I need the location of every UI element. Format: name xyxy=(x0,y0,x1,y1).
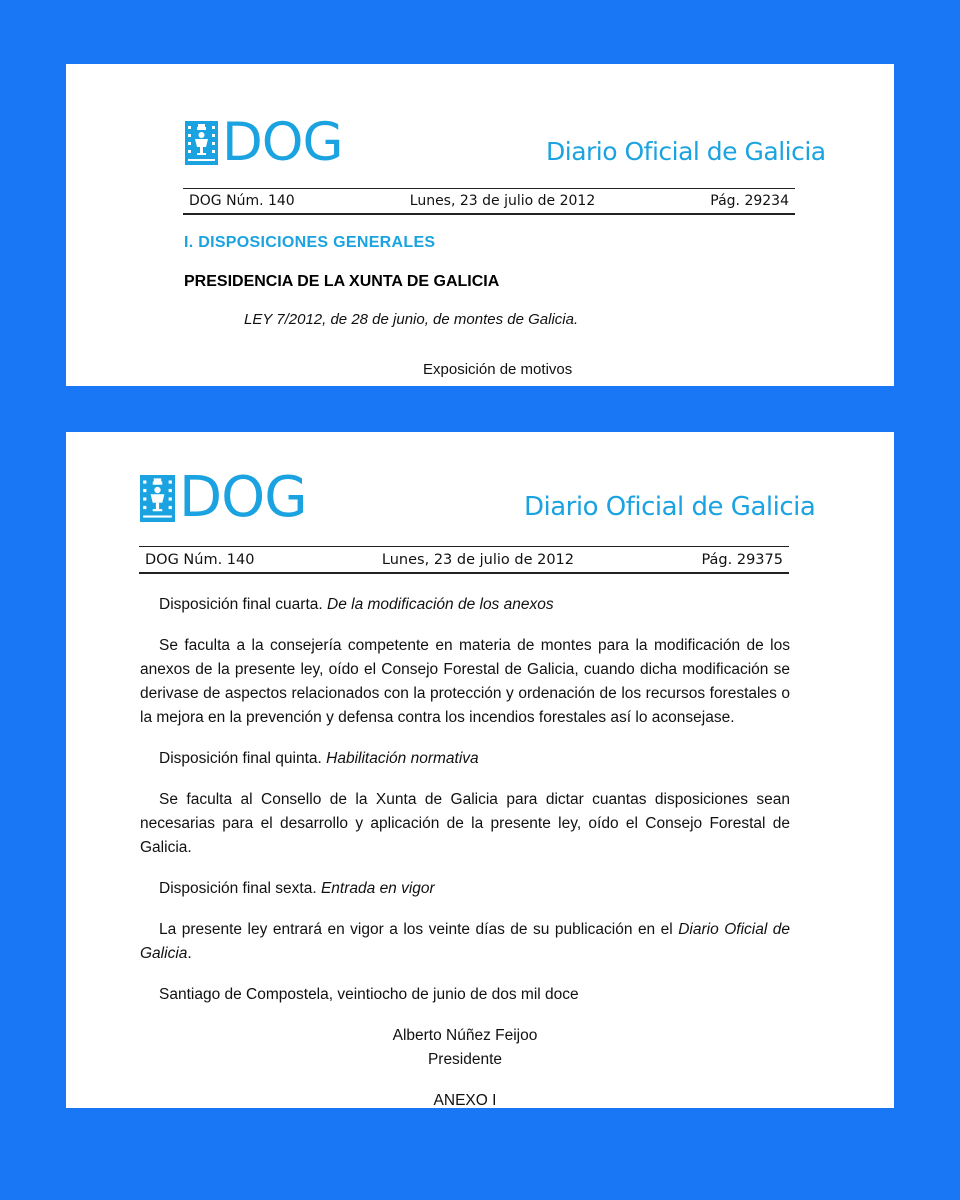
doc-number: DOG Núm. 140 xyxy=(145,551,255,568)
signatory-name: Alberto Núñez Feijoo xyxy=(392,1027,538,1044)
annex-heading: ANEXO I xyxy=(433,1092,497,1108)
logo-text: DOG xyxy=(179,465,307,530)
galicia-emblem-icon xyxy=(185,121,218,165)
journal-title: Diario Oficial de Galicia xyxy=(546,137,826,166)
signatory-role: Presidente xyxy=(427,1051,503,1068)
publication-date: Lunes, 23 de julio de 2012 xyxy=(409,193,596,209)
publication-date: Lunes, 23 de julio de 2012 xyxy=(381,551,575,568)
page-header-bar xyxy=(183,188,795,215)
dog-logo xyxy=(185,112,343,173)
page-header-bar xyxy=(139,546,789,574)
doc-number: DOG Núm. 140 xyxy=(189,193,295,209)
document-page-1 xyxy=(66,64,894,386)
provision-text-sexta: La presente ley entrará en vigor a los veinte días de su publicación en el Diario Oficial de Galicia. xyxy=(140,921,791,962)
logo-text: DOG xyxy=(222,112,343,173)
page-number: Pág. 29234 xyxy=(710,193,789,209)
provision-text-quinta: Se faculta al Consello de la Xunta de Galicia para dictar cuantas disposiciones sean necesarias para el desarrollo y aplicación de la presente ley, oído el Consejo Forestal de Galicia. xyxy=(140,791,790,856)
document-page-2 xyxy=(66,432,894,1108)
place-and-date: Santiago de Compostela, veintiocho de junio de dos mil doce xyxy=(159,986,579,1003)
department-heading: PRESIDENCIA DE LA XUNTA DE GALICIA xyxy=(184,273,500,290)
section-heading: I. DISPOSICIONES GENERALES xyxy=(184,234,436,251)
law-title: LEY 7/2012, de 28 de junio, de montes de Galicia. xyxy=(244,311,579,328)
page-number: Pág. 29375 xyxy=(701,551,783,568)
galicia-emblem-icon xyxy=(140,475,175,522)
provision-heading-cuarta: Disposición final cuarta. De la modificación de los anexos xyxy=(159,596,554,613)
preamble-heading: Exposición de motivos xyxy=(423,361,573,378)
dog-logo xyxy=(140,465,307,530)
provision-heading-sexta: Disposición final sexta. Entrada en vigor xyxy=(159,880,435,897)
provision-body xyxy=(140,593,790,1108)
provision-text-cuarta: Se faculta a la consejería competente en materia de montes para la modificación de los anexos de la presente ley, oído el Consejo Forestal de Galicia, cuando dicha modificación se derivase de aspectos relacionados con la protección y ordenación de los recursos forestales o la mejora en la prevención y defensa contra los incendios forestales así lo aconsejase. xyxy=(140,637,790,726)
journal-title: Diario Oficial de Galicia xyxy=(524,492,816,522)
provision-heading-quinta: Disposición final quinta. Habilitación normativa xyxy=(159,750,479,767)
